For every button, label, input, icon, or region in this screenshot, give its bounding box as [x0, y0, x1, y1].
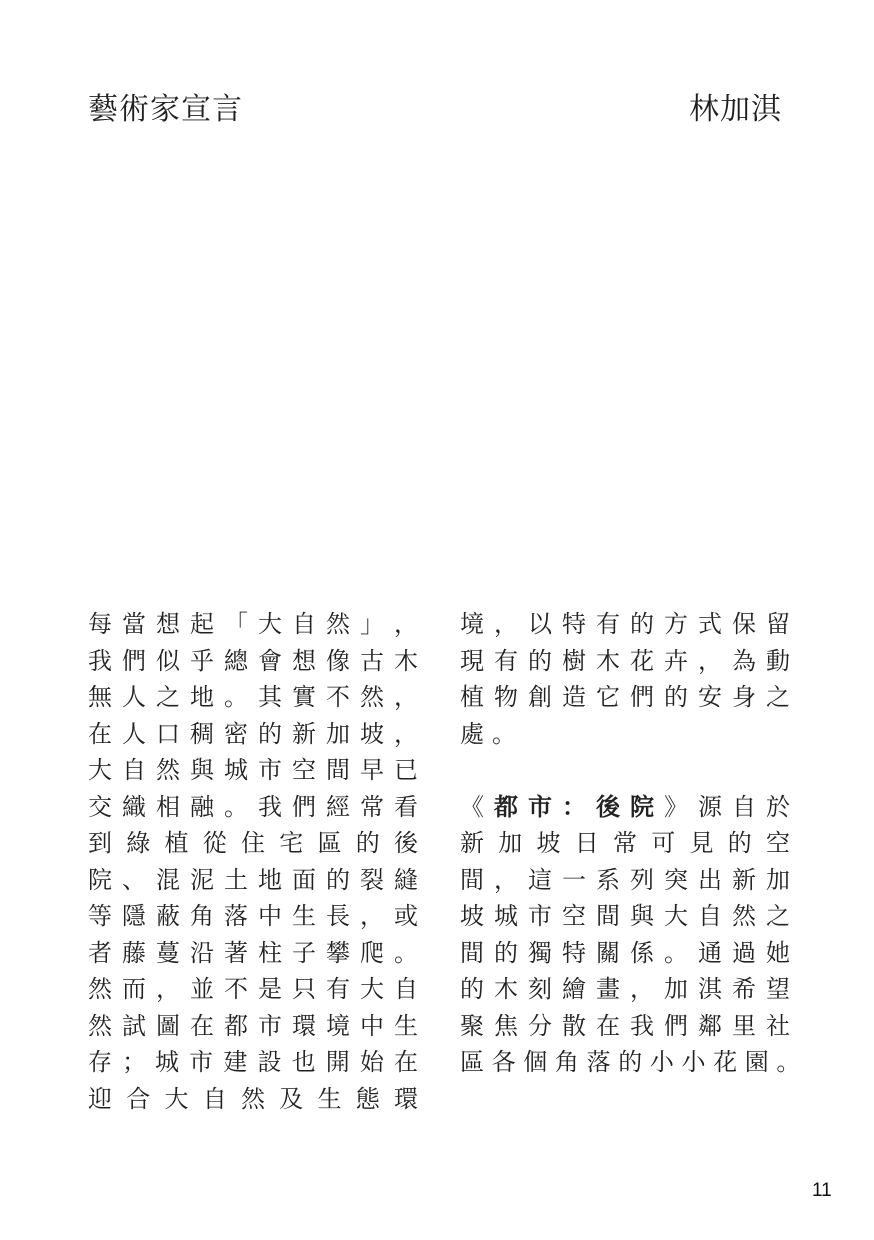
text-char: 隱 [122, 902, 148, 930]
text-char: 在 [596, 1011, 622, 1040]
text-char: 交 [88, 792, 114, 821]
text-char: 已 [394, 756, 418, 784]
text-char: 的 [494, 938, 520, 967]
text-char: 角 [554, 1048, 579, 1076]
text-char: 聚 [460, 1011, 486, 1040]
text-char: 迎 [88, 1084, 116, 1113]
text-char: 實 [292, 683, 318, 711]
text-char: 在 [190, 1011, 216, 1040]
text-char: 不 [224, 975, 250, 1003]
text-char: 間 [460, 865, 486, 894]
text-char: 子 [292, 938, 318, 967]
text-char: 我 [630, 1011, 656, 1040]
text-char: ， [698, 646, 724, 675]
text-char: 者 [88, 938, 114, 967]
text-char: 獨 [528, 938, 554, 967]
text-char: 一 [562, 865, 588, 894]
text-char: 式 [698, 610, 724, 638]
text-char: 然 [88, 975, 114, 1003]
text-char: 縫 [394, 865, 418, 894]
text-char: 的 [664, 683, 690, 711]
text-char: 空 [292, 756, 318, 784]
text-char: 的 [727, 829, 756, 857]
page-title: 藝術家宣言 [88, 92, 243, 127]
text-char: 卉 [664, 646, 690, 675]
text-char: 境 [460, 610, 486, 638]
text-char: 自 [394, 975, 418, 1003]
text-char: 為 [732, 646, 758, 675]
text-line: 處。 [460, 719, 524, 748]
text-char: 。 [224, 683, 250, 711]
text-char: 動 [766, 646, 790, 675]
text-char: 加 [498, 829, 526, 857]
text-line [460, 606, 790, 643]
text-line [460, 1008, 790, 1045]
text-char: 總 [224, 646, 250, 675]
text-char: 地 [258, 865, 284, 894]
text-char: 的 [618, 1048, 643, 1076]
text-line [460, 679, 790, 716]
text-char: 加 [664, 975, 690, 1003]
text-char: 間 [326, 756, 352, 784]
text-char: 淇 [698, 975, 724, 1003]
text-char: 市 [528, 902, 554, 930]
text-char: 並 [190, 975, 216, 1003]
text-char: 木 [394, 646, 418, 675]
text-char: 在 [394, 1048, 419, 1076]
text-char: ； [122, 1048, 147, 1076]
text-char: 望 [766, 975, 790, 1003]
text-char: 之 [156, 683, 182, 711]
text-line [88, 898, 418, 935]
text-char: 通 [698, 938, 724, 967]
text-line-with-title [460, 789, 790, 826]
text-char: 生 [317, 1084, 345, 1113]
text-line [88, 825, 418, 862]
text-char: 的 [355, 829, 384, 857]
text-char: 們 [292, 792, 318, 821]
text-char: 畫 [596, 975, 622, 1003]
text-char: 建 [223, 1048, 249, 1076]
text-char: 裂 [360, 865, 386, 894]
text-line [88, 679, 418, 716]
text-char: 等 [88, 902, 114, 930]
text-char: 土 [224, 865, 250, 894]
text-char: 人 [122, 719, 148, 748]
text-char: 里 [732, 1011, 758, 1040]
text-char: 環 [394, 1084, 418, 1113]
text-char: 木 [596, 646, 622, 675]
text-char: 看 [394, 792, 418, 821]
text-char: 起 [190, 610, 216, 638]
text-char: 面 [292, 865, 318, 894]
text-char: 想 [292, 646, 318, 675]
text-char: 而 [122, 975, 148, 1003]
text-char: 我 [258, 792, 284, 821]
text-char: 與 [630, 902, 656, 930]
text-char: 小 [649, 1048, 674, 1076]
text-char: 坡 [360, 719, 386, 748]
text-char: 經 [326, 792, 352, 821]
text-char: 生 [394, 1011, 418, 1040]
right-text-column [460, 606, 801, 1081]
text-char: 見 [689, 829, 717, 857]
text-char: 的 [630, 610, 656, 638]
text-char: 坡 [536, 829, 564, 857]
text-char: 加 [326, 719, 352, 748]
text-char: 們 [664, 1011, 690, 1040]
text-char: 植 [460, 683, 486, 711]
text-char: 、 [122, 865, 148, 894]
text-char: 常 [613, 829, 641, 857]
text-char: 社 [766, 1011, 790, 1040]
text-char: 當 [122, 610, 148, 638]
text-char: 刻 [528, 975, 554, 1003]
text-char: 大 [664, 902, 690, 930]
text-char: 會 [258, 646, 284, 675]
text-char: 們 [630, 683, 656, 711]
text-char: 區 [460, 1048, 484, 1076]
text-char: 古 [360, 646, 386, 675]
text-line [88, 1008, 418, 1045]
text-char: 市 [189, 1048, 215, 1076]
text-char: ， [630, 975, 656, 1003]
text-char: 試 [122, 1011, 148, 1040]
text-char: 都 [224, 1011, 250, 1040]
text-char: 物 [494, 683, 520, 711]
text-char: 繪 [562, 975, 588, 1003]
text-char: 混 [156, 865, 182, 894]
text-char: 可 [651, 829, 679, 857]
text-char: 鄰 [698, 1011, 724, 1040]
text-char: 態 [355, 1084, 384, 1113]
text-char: 的 [326, 865, 352, 894]
text-char: 其 [258, 683, 284, 711]
text-char: 宅 [279, 829, 307, 857]
text-line [88, 752, 418, 789]
text-char: 密 [224, 719, 250, 748]
text-char: 自 [292, 610, 318, 638]
text-char: 似 [156, 646, 182, 675]
text-char: 突 [664, 865, 690, 894]
text-char: 柱 [258, 938, 284, 967]
text-char: 日 [574, 829, 603, 857]
text-char: 城 [155, 1048, 181, 1076]
text-char: 大 [164, 1084, 192, 1113]
text-char: 現 [460, 646, 486, 675]
text-line [88, 716, 418, 753]
text-char: 然 [732, 902, 758, 930]
text-char: 院 [88, 865, 114, 894]
text-char: 們 [122, 646, 148, 675]
text-char: 坡 [460, 902, 486, 930]
text-char: 的 [528, 646, 554, 675]
text-char: 落 [224, 902, 250, 930]
text-char: 的 [460, 975, 486, 1003]
text-line [88, 971, 418, 1008]
text-line [88, 1044, 418, 1081]
text-char: 的 [258, 719, 284, 748]
text-char: 樹 [562, 646, 588, 675]
text-char: 大 [258, 610, 284, 638]
text-char: 造 [562, 683, 588, 711]
text-char: ， [360, 902, 386, 930]
text-char: 她 [766, 938, 790, 967]
text-char: 新 [732, 865, 758, 894]
text-line [88, 862, 418, 899]
text-char: ， [394, 610, 418, 638]
paragraph-gap [460, 752, 790, 789]
text-char: 以 [528, 610, 554, 638]
text-char: 有 [326, 975, 352, 1003]
text-char: 間 [596, 902, 622, 930]
text-char: 相 [156, 792, 182, 821]
text-char: 稠 [190, 719, 216, 748]
text-char: 想 [156, 610, 182, 638]
text-char: 然 [88, 1011, 114, 1040]
text-char: 空 [562, 902, 588, 930]
text-char: 安 [698, 683, 724, 711]
text-char: 藤 [122, 938, 148, 967]
text-char: 大 [88, 756, 114, 784]
text-char: 個 [523, 1048, 548, 1076]
text-char: 泥 [190, 865, 216, 894]
text-char: 過 [732, 938, 758, 967]
text-char: 各 [491, 1048, 516, 1076]
text-char: 創 [528, 683, 554, 711]
text-char: 花 [713, 1048, 738, 1076]
text-char: 自 [122, 756, 148, 784]
text-char: 加 [766, 865, 790, 894]
text-line [88, 1081, 418, 1118]
text-char: 留 [766, 610, 790, 638]
text-line [460, 643, 790, 680]
text-char: 。 [224, 792, 250, 821]
text-char: 自 [698, 902, 724, 930]
text-char: 區 [317, 829, 345, 857]
text-char: 市 [258, 756, 284, 784]
text-char: 人 [122, 683, 148, 711]
text-char: 然 [156, 756, 182, 784]
text-line [460, 825, 790, 862]
text-char: 焦 [494, 1011, 520, 1040]
text-char: 之 [766, 683, 790, 711]
text-char: 或 [394, 902, 418, 930]
text-line [460, 862, 790, 899]
text-line [88, 606, 418, 643]
text-char: 像 [326, 646, 352, 675]
text-char: 分 [528, 1011, 554, 1040]
text-char: 角 [190, 902, 216, 930]
text-char: 特 [562, 938, 588, 967]
text-char: 每 [88, 610, 114, 638]
text-char: ， [394, 719, 418, 748]
text-char: 始 [359, 1048, 386, 1076]
text-char: 從 [202, 829, 231, 857]
text-char: 城 [494, 902, 520, 930]
text-char: 方 [664, 610, 690, 638]
text-char: 新 [292, 719, 318, 748]
text-char: 及 [279, 1084, 307, 1113]
text-char: 存 [88, 1048, 114, 1076]
text-char: 常 [360, 792, 386, 821]
text-char: 地 [190, 683, 216, 711]
text-char: 開 [325, 1048, 351, 1076]
text-char: 不 [326, 683, 352, 711]
text-char: ， [494, 610, 520, 638]
text-char: 列 [630, 865, 656, 894]
text-char: 小 [681, 1048, 706, 1076]
text-char: 圖 [156, 1011, 182, 1040]
text-char: 身 [732, 683, 758, 711]
text-char: 間 [460, 938, 486, 967]
text-char: 木 [494, 975, 520, 1003]
text-char: 後 [394, 829, 418, 857]
page-number: 11 [812, 1180, 832, 1201]
text-line [460, 898, 790, 935]
text-char: 蔓 [156, 938, 182, 967]
left-text-column [88, 606, 418, 1117]
text-char: 植 [164, 829, 192, 857]
text-char: 散 [562, 1011, 588, 1040]
text-char: 特 [562, 610, 588, 638]
text-char: 生 [292, 902, 318, 930]
text-char: 希 [732, 975, 758, 1003]
text-char: 境 [326, 1011, 352, 1040]
text-char: 關 [596, 938, 622, 967]
text-char: 。 [394, 938, 418, 967]
text-line [460, 1044, 801, 1081]
text-char: 早 [360, 756, 386, 784]
text-line [88, 935, 418, 972]
text-char: 。 [776, 1048, 801, 1076]
text-char: 落 [586, 1048, 611, 1076]
text-char: 大 [360, 975, 386, 1003]
text-char: ， [156, 975, 182, 1003]
artist-name: 林加淇 [689, 92, 782, 127]
text-char: 織 [122, 792, 148, 821]
text-char: 在 [88, 719, 114, 748]
text-char: 城 [224, 756, 250, 784]
text-char: 它 [596, 683, 622, 711]
text-line [88, 789, 418, 826]
text-char: ， [394, 683, 418, 711]
text-char: 保 [732, 610, 758, 638]
text-char: 系 [596, 865, 622, 894]
artwork-title: 都市：後院 [494, 792, 664, 821]
text-line [460, 971, 790, 1008]
text-char: 中 [360, 1011, 386, 1040]
text-char: 自 [202, 1084, 231, 1113]
text-char: 蔽 [156, 902, 182, 930]
text-char: 是 [258, 975, 284, 1003]
text-char: 無 [88, 683, 114, 711]
text-char: 這 [528, 865, 554, 894]
text-char: 有 [596, 610, 622, 638]
text-char: 有 [494, 646, 520, 675]
text-char: 「 [224, 610, 250, 638]
text-char: ， [494, 865, 520, 894]
text-char: 環 [292, 1011, 318, 1040]
text-char: 乎 [190, 646, 216, 675]
text-char: 。 [664, 938, 690, 967]
text-char: 口 [156, 719, 182, 748]
text-char: 然 [326, 610, 352, 638]
text-char: 到 [88, 829, 116, 857]
text-char: 然 [360, 683, 386, 711]
text-char: 出 [698, 865, 724, 894]
text-char: 係 [630, 938, 656, 967]
text-char: 花 [630, 646, 656, 675]
text-char: 設 [257, 1048, 283, 1076]
text-line [88, 643, 418, 680]
text-char: 住 [241, 829, 269, 857]
text-char: 沿 [190, 938, 216, 967]
text-char: 我 [88, 646, 114, 675]
text-char: 空 [766, 829, 790, 857]
text-char: 之 [766, 902, 790, 930]
title-bracket-close-text: 》源自於 [664, 792, 790, 821]
text-char: 」 [360, 610, 386, 638]
text-char: 綠 [126, 829, 154, 857]
text-char: 爬 [360, 938, 386, 967]
text-char: 也 [291, 1048, 317, 1076]
text-char: 只 [292, 975, 318, 1003]
text-char: 中 [258, 902, 284, 930]
text-char: 合 [126, 1084, 154, 1113]
text-char: 長 [326, 902, 352, 930]
title-bracket-open: 《 [460, 792, 494, 821]
text-char: 與 [190, 756, 216, 784]
text-char: 新 [460, 829, 488, 857]
text-char: 園 [744, 1048, 769, 1076]
text-line [460, 935, 790, 972]
text-char: 著 [224, 938, 250, 967]
text-char: 市 [258, 1011, 284, 1040]
text-char: 攀 [326, 938, 352, 967]
text-char: 融 [190, 792, 216, 821]
text-char: 然 [241, 1084, 269, 1113]
